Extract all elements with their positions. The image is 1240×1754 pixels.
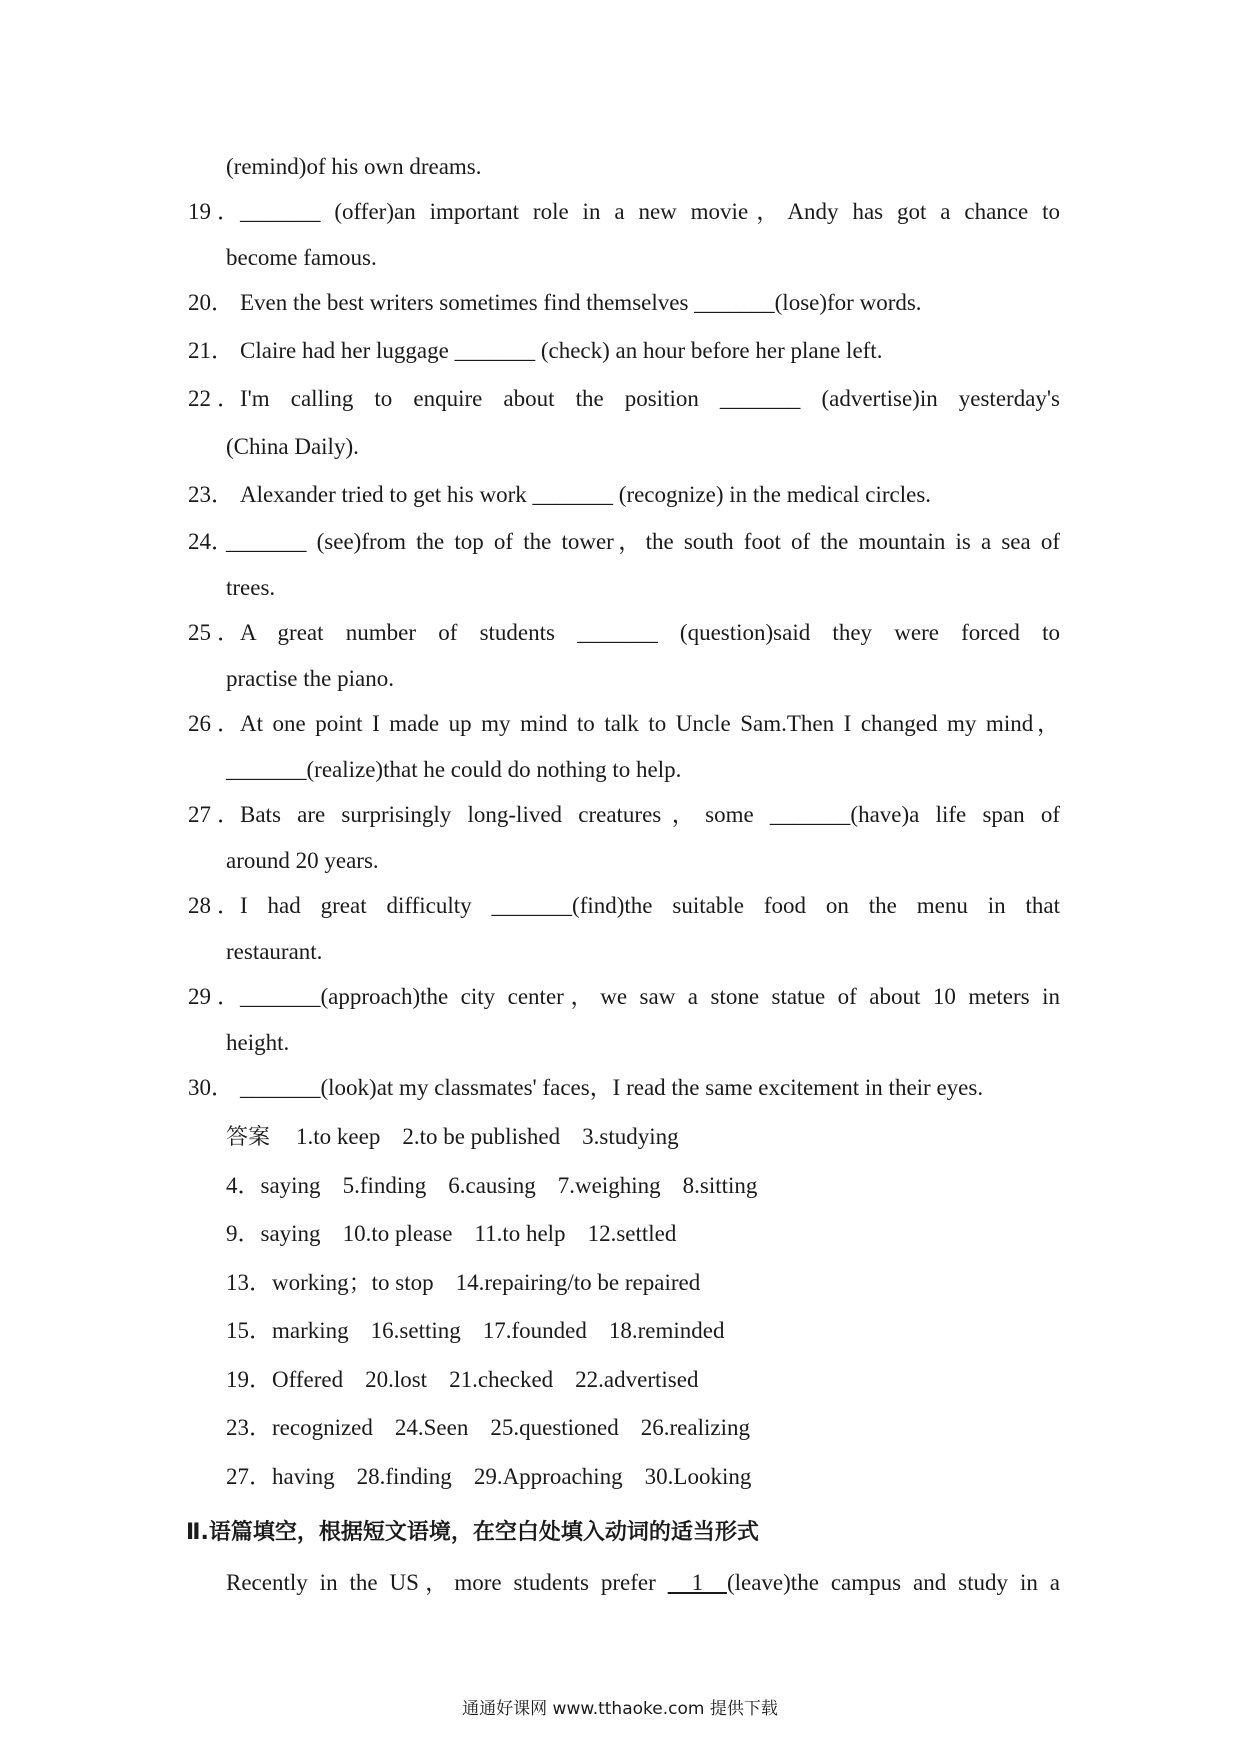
question-30 (188, 1073, 1060, 1103)
answer-item: 8.sitting (682, 1173, 758, 1198)
question-text: Bats are surprisingly long-lived creatures，some _______(have)a life span of (240, 802, 1060, 827)
question-18-continuation: (remind)of his own dreams. (226, 154, 482, 179)
passage-blank: 1 (667, 1570, 727, 1595)
question-number: 24． (188, 529, 234, 554)
answer-item: 18.reminded (608, 1318, 725, 1343)
answer-item: 1.to keep (296, 1124, 381, 1149)
question-25 (188, 618, 1060, 648)
passage-text: Recently in the US，more students prefer (226, 1570, 668, 1595)
answer-item: 6.causing (448, 1173, 536, 1198)
question-20 (188, 288, 1060, 318)
question-24 (188, 527, 1060, 557)
answer-item: 17.founded (482, 1318, 587, 1343)
answer-item: 21.checked (449, 1367, 554, 1392)
question-26 (188, 709, 1060, 739)
question-29 (188, 982, 1060, 1012)
question-28-continuation: restaurant. (226, 939, 323, 964)
question-29-continuation: height. (226, 1030, 290, 1055)
question-number: 26． (188, 711, 240, 736)
answer-label: 答案 (226, 1125, 271, 1150)
question-text: _______(approach)the city center，we saw a stone statue of about 10 meters in (240, 984, 1060, 1009)
answer-item: 2.to be published (402, 1124, 561, 1149)
question-text: _______ (offer)an important role in a new movie，Andy has got a chance to (240, 199, 1060, 224)
passage-first-line (226, 1568, 1060, 1598)
answer-item: 23．recognized (226, 1415, 373, 1440)
answer-item: 11.to help (474, 1221, 566, 1246)
question-text: Alexander tried to get his work _______ (recognize) in the medical circles. (240, 482, 932, 507)
question-text: A great number of students _______ (question)said they were forced to (240, 620, 1060, 645)
question-25-continuation: practise the piano. (226, 666, 394, 691)
answer-item: 27．having (226, 1464, 335, 1489)
answer-item: 19．Offered (226, 1367, 344, 1392)
answer-row-1 (226, 1122, 701, 1153)
answer-item: 13．working；to stop (226, 1270, 434, 1295)
answer-row-8 (226, 1462, 773, 1492)
answer-row-3 (226, 1219, 698, 1249)
question-number: 21． (188, 338, 234, 363)
question-text: At one point I made up my mind to talk to Uncle Sam.Then I changed my mind， (240, 711, 1060, 736)
passage-text: (leave)the campus and study in a (726, 1570, 1061, 1595)
question-23 (188, 480, 1060, 510)
question-19 (188, 197, 1060, 227)
answer-item: 25.questioned (490, 1415, 619, 1440)
answer-item: 3.studying (582, 1124, 679, 1149)
question-text: Claire had her luggage _______ (check) an hour before her plane left. (240, 338, 883, 363)
answer-item: 28.finding (356, 1464, 452, 1489)
question-text: _______ (see)from the top of the tower，the south foot of the mountain is a sea of (226, 529, 1060, 554)
question-27 (188, 800, 1060, 830)
question-27-continuation: around 20 years. (226, 848, 379, 873)
question-21 (188, 336, 1060, 366)
answer-item: 15．marking (226, 1318, 349, 1343)
question-text: _______(look)at my classmates' faces，I read the same excitement in their eyes. (240, 1075, 984, 1100)
answer-row-2 (226, 1171, 779, 1201)
answer-item: 5.finding (342, 1173, 427, 1198)
answer-item: 16.setting (370, 1318, 461, 1343)
answer-item: 9．saying (226, 1221, 321, 1246)
question-22-continuation: (China Daily). (226, 434, 359, 459)
answer-item: 30.Looking (644, 1464, 752, 1489)
question-26-continuation: _______(realize)that he could do nothing to help. (226, 757, 682, 782)
answer-item: 14.repairing/to be repaired (455, 1270, 701, 1295)
page-footer: 通通好课网 www.tthaoke.com 提供下载 (462, 1699, 778, 1719)
question-text: I'm calling to enquire about the position _______ (advertise)in yesterday's (240, 386, 1060, 411)
answer-row-4 (226, 1268, 722, 1298)
answer-item: 26.realizing (640, 1415, 750, 1440)
question-number: 27． (188, 802, 240, 827)
answer-row-6 (226, 1365, 720, 1395)
question-number: 20． (188, 290, 234, 315)
answer-item: 4．saying (226, 1173, 321, 1198)
question-text: I had great difficulty _______(find)the suitable food on the menu in that (240, 893, 1060, 918)
question-number: 28． (188, 893, 240, 918)
question-number: 19． (188, 199, 240, 224)
answer-item: 22.advertised (575, 1367, 699, 1392)
answer-row-5 (226, 1316, 746, 1346)
question-number: 23． (188, 482, 234, 507)
question-text: Even the best writers sometimes find themselves _______(lose)for words. (240, 290, 922, 315)
answer-item: 12.settled (587, 1221, 677, 1246)
question-number: 29． (188, 984, 240, 1009)
answer-item: 29.Approaching (473, 1464, 623, 1489)
answer-row-7 (226, 1413, 772, 1443)
section-heading: Ⅱ.语篇填空，根据短文语境，在空白处填入动词的适当形式 (186, 1520, 759, 1545)
answer-item: 20.lost (365, 1367, 428, 1392)
question-22 (188, 384, 1060, 414)
question-number: 22． (188, 386, 240, 411)
question-number: 25． (188, 620, 240, 645)
answer-item: 10.to please (342, 1221, 453, 1246)
question-28 (188, 891, 1060, 921)
question-24-continuation: trees. (226, 575, 276, 600)
question-19-continuation: become famous. (226, 245, 377, 270)
answer-item: 24.Seen (394, 1415, 469, 1440)
question-number: 30． (188, 1075, 234, 1100)
answer-item: 7.weighing (557, 1173, 661, 1198)
